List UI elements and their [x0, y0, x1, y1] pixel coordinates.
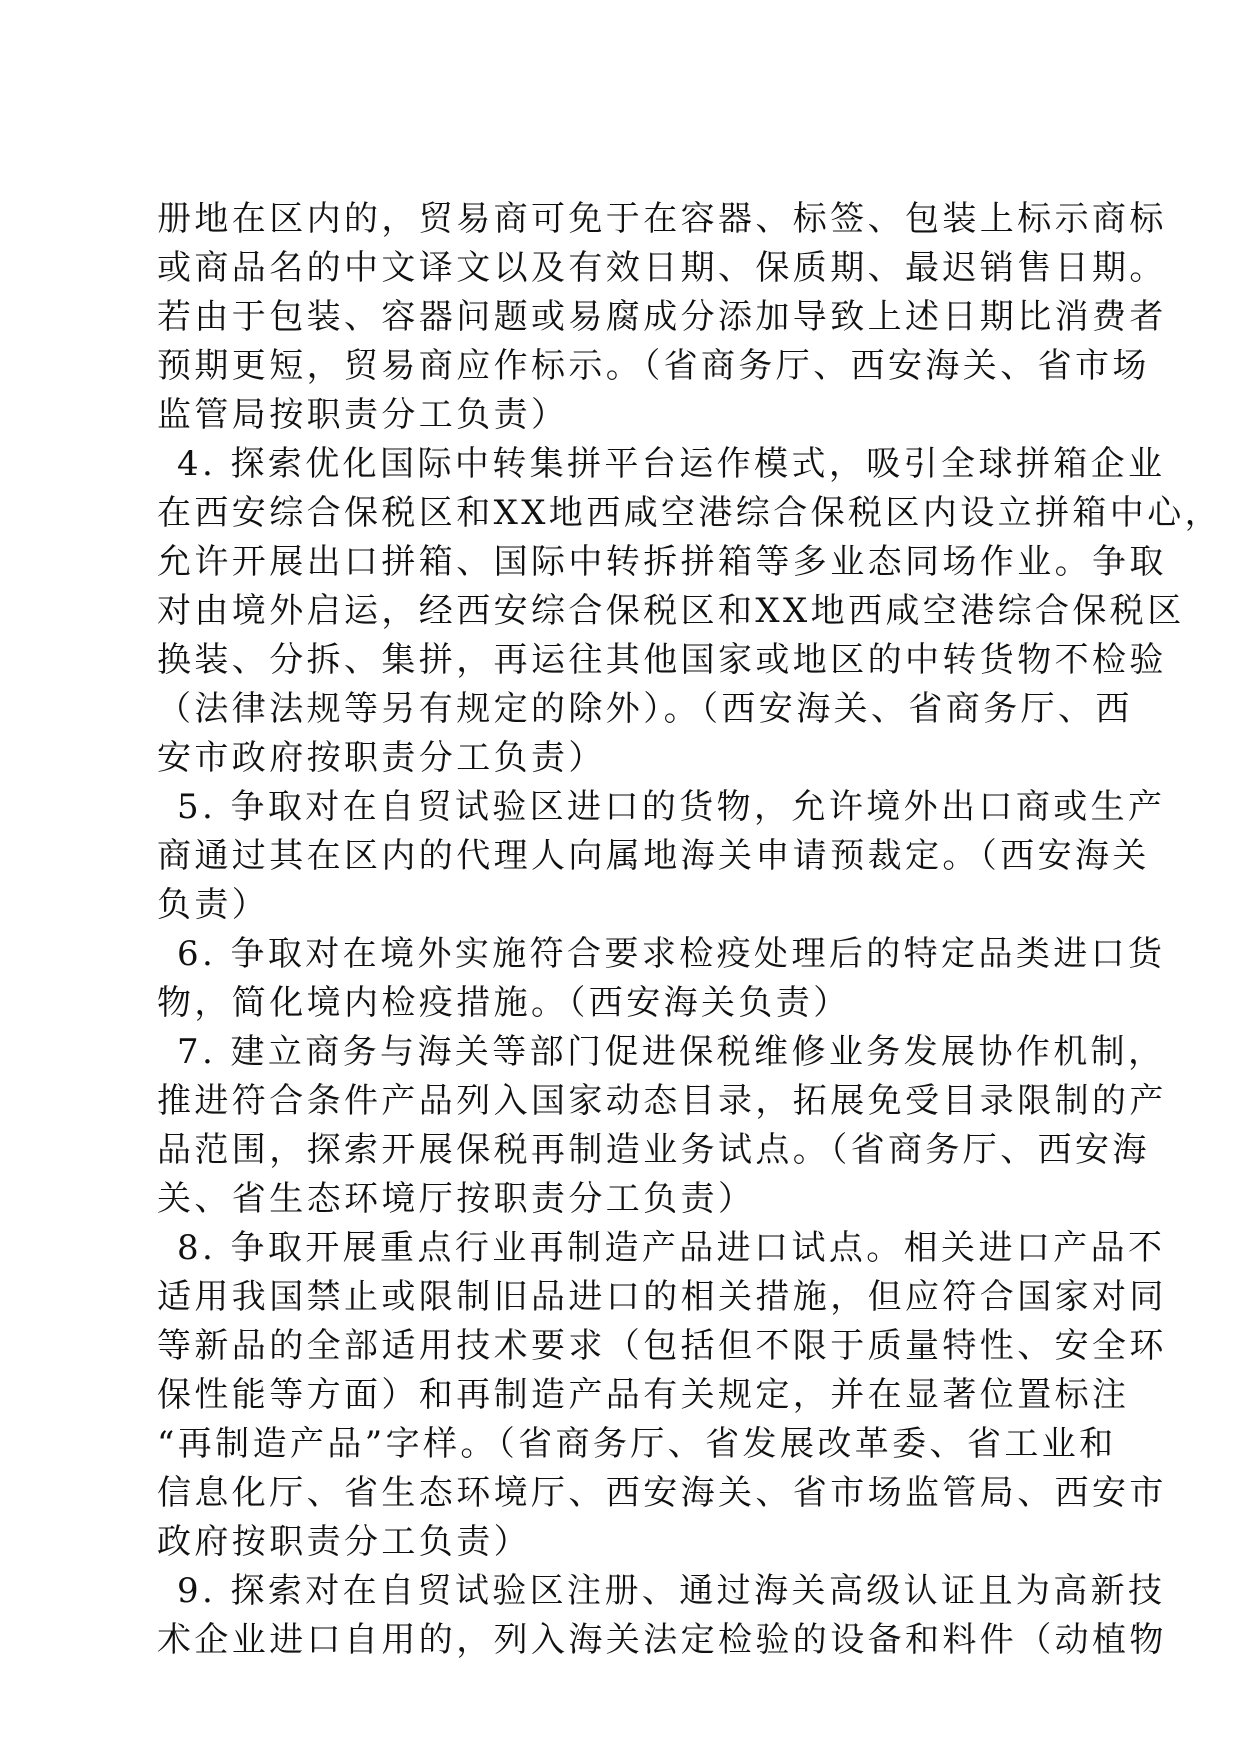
text-line: 预期更短，贸易商应作标示。（省商务厅、西安海关、省市场	[157, 346, 1150, 386]
text-line: 品范围，探索开展保税再制造业务试点。（省商务厅、西安海	[157, 1130, 1150, 1170]
text-line: “再制造产品”字样。（省商务厅、省发展改革委、省工业和	[157, 1424, 1117, 1464]
text-line: 关、省生态环境厅按职责分工负责）	[157, 1179, 756, 1219]
text-line: 信息化厅、省生态环境厅、西安海关、省市场监管局、西安市	[157, 1473, 1167, 1513]
paragraph-continuation	[157, 195, 1167, 440]
text-line: 物，简化境内检疫措施。（西安海关负责）	[157, 983, 851, 1023]
text-line: 政府按职责分工负责）	[157, 1522, 531, 1562]
text-line: 册地在区内的，贸易商可免于在容器、标签、包装上标示商标	[157, 199, 1167, 239]
paragraph-item-8	[157, 1224, 1167, 1567]
text-line: 适用我国禁止或限制旧品进口的相关措施，但应符合国家对同	[157, 1277, 1167, 1317]
text-line: 若由于包装、容器问题或易腐成分添加导致上述日期比消费者	[157, 297, 1167, 337]
text-line: 在西安综合保税区和XX地西咸空港综合保税区内设立拼箱中心，	[157, 493, 1223, 533]
text-line: 8. 争取开展重点行业再制造产品进口试点。相关进口产品不	[177, 1228, 1166, 1268]
text-line: 或商品名的中文译文以及有效日期、保质期、最迟销售日期。	[157, 248, 1167, 288]
text-line: 9. 探索对在自贸试验区注册、通过海关高级认证且为高新技	[177, 1571, 1166, 1611]
document-body	[157, 195, 1223, 1665]
text-line: 负责）	[157, 885, 270, 925]
text-line: 5. 争取对在自贸试验区进口的货物，允许境外出口商或生产	[177, 787, 1166, 827]
paragraph-item-9	[157, 1567, 1167, 1665]
paragraph-item-4	[157, 440, 1223, 783]
text-line: 对由境外启运，经西安综合保税区和XX地西咸空港综合保税区	[157, 591, 1185, 631]
text-line: 6. 争取对在境外实施符合要求检疫处理后的特定品类进口货	[177, 934, 1166, 974]
text-line: 保性能等方面）和再制造产品有关规定，并在显著位置标注	[157, 1375, 1130, 1415]
text-line: 允许开展出口拼箱、国际中转拆拼箱等多业态同场作业。争取	[157, 542, 1167, 582]
text-line: 安市政府按职责分工负责）	[157, 738, 606, 778]
text-line: 商通过其在区内的代理人向属地海关申请预裁定。（西安海关	[157, 836, 1150, 876]
text-line: 术企业进口自用的，列入海关法定检验的设备和料件（动植物	[157, 1620, 1167, 1660]
text-line: 换装、分拆、集拼，再运往其他国家或地区的中转货物不检验	[157, 640, 1167, 680]
paragraph-item-6	[157, 930, 1166, 1028]
text-line: 7. 建立商务与海关等部门促进保税维修业务发展协作机制，	[177, 1032, 1166, 1072]
text-line: 等新品的全部适用技术要求（包括但不限于质量特性、安全环	[157, 1326, 1167, 1366]
text-line: （法律法规等另有规定的除外）。（西安海关、省商务厅、西	[157, 689, 1133, 729]
text-line: 推进符合条件产品列入国家动态目录，拓展免受目录限制的产	[157, 1081, 1167, 1121]
paragraph-item-7	[157, 1028, 1167, 1224]
text-line: 监管局按职责分工负责）	[157, 395, 569, 435]
paragraph-item-5	[157, 783, 1166, 930]
text-line: 4. 探索优化国际中转集拼平台运作模式，吸引全球拼箱企业	[177, 444, 1166, 484]
